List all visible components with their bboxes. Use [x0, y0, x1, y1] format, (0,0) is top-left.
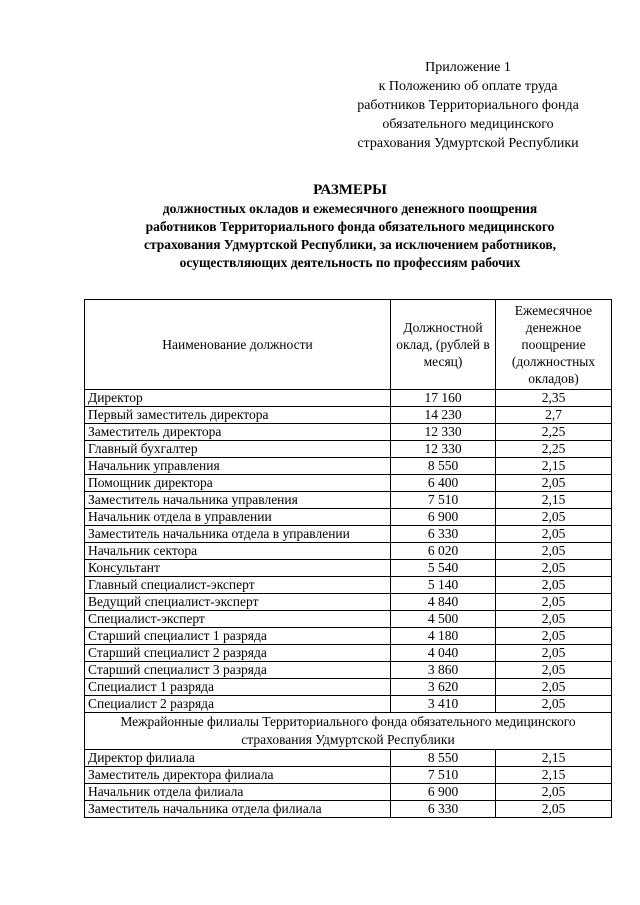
salary-cell: 5 540	[391, 560, 496, 577]
salary-cell: 6 900	[391, 784, 496, 801]
salary-cell: 6 330	[391, 526, 496, 543]
annex-line-3: работников Территориального фонда	[357, 98, 579, 113]
position-name-cell: Первый заместитель директора	[85, 407, 391, 424]
salary-cell: 6 900	[391, 509, 496, 526]
bonus-cell: 2,05	[496, 628, 612, 645]
position-name-cell: Начальник отдела в управлении	[85, 509, 391, 526]
table-row	[85, 543, 612, 560]
table-row	[85, 509, 612, 526]
salary-cell: 8 550	[391, 750, 496, 767]
table-row	[85, 801, 612, 818]
salary-cell: 12 330	[391, 424, 496, 441]
header-position-name: Наименование должности	[85, 300, 391, 390]
salary-cell: 14 230	[391, 407, 496, 424]
position-name-cell: Консультант	[85, 560, 391, 577]
salary-table	[84, 299, 612, 818]
title-line-3: страхования Удмуртской Республики, за исключением работников,	[143, 237, 557, 252]
title-line-4: осуществляющих деятельность по профессиям рабочих	[179, 255, 521, 270]
table-row	[85, 441, 612, 458]
salary-cell: 7 510	[391, 492, 496, 509]
table-row	[85, 662, 612, 679]
salary-cell: 3 860	[391, 662, 496, 679]
bonus-cell: 2,05	[496, 509, 612, 526]
table-row	[85, 526, 612, 543]
position-name-cell: Главный бухгалтер	[85, 441, 391, 458]
bonus-cell: 2,05	[496, 662, 612, 679]
table-row	[85, 458, 612, 475]
position-name-cell: Заместитель начальника отдела в управлении	[85, 526, 391, 543]
position-name-cell: Заместитель директора	[85, 424, 391, 441]
table-row	[85, 628, 612, 645]
position-name-cell: Директор	[85, 390, 391, 407]
salary-cell: 4 040	[391, 645, 496, 662]
salary-cell: 6 020	[391, 543, 496, 560]
salary-cell: 4 180	[391, 628, 496, 645]
table-row	[85, 594, 612, 611]
bonus-cell: 2,35	[496, 390, 612, 407]
position-name-cell: Начальник управления	[85, 458, 391, 475]
position-name-cell: Старший специалист 3 разряда	[85, 662, 391, 679]
table-row	[85, 679, 612, 696]
table-row	[85, 767, 612, 784]
bonus-cell: 2,05	[496, 475, 612, 492]
bonus-cell: 2,15	[496, 767, 612, 784]
annex-line-2: к Положению об оплате труда	[378, 79, 558, 94]
table-row	[85, 750, 612, 767]
bonus-cell: 2,05	[496, 560, 612, 577]
title-line-1: должностных окладов и ежемесячного денежного поощрения	[162, 201, 538, 216]
salary-cell: 7 510	[391, 767, 496, 784]
bonus-cell: 2,25	[496, 441, 612, 458]
bonus-cell: 2,05	[496, 784, 612, 801]
title-line-2: работников Территориального фонда обязательного медицинского	[145, 219, 555, 234]
document-title	[60, 180, 640, 272]
bonus-cell: 2,15	[496, 458, 612, 475]
table-row	[85, 696, 612, 713]
position-name-cell: Специалист 1 разряда	[85, 679, 391, 696]
section-row	[85, 713, 612, 750]
bonus-cell: 2,05	[496, 526, 612, 543]
salary-cell: 5 140	[391, 577, 496, 594]
table-row	[85, 560, 612, 577]
position-name-cell: Заместитель начальника управления	[85, 492, 391, 509]
position-name-cell: Старший специалист 2 разряда	[85, 645, 391, 662]
section-heading: Межрайонные филиалы Территориального фонда обязательного медицинского страхования Удмуртской Республики	[85, 713, 612, 750]
annex-line-5: страхования Удмуртской Республики	[357, 136, 579, 151]
position-name-cell: Главный специалист-эксперт	[85, 577, 391, 594]
position-name-cell: Начальник отдела филиала	[85, 784, 391, 801]
table-header-row	[85, 300, 612, 390]
salary-cell: 4 840	[391, 594, 496, 611]
table-row	[85, 424, 612, 441]
position-name-cell: Специалист 2 разряда	[85, 696, 391, 713]
position-name-cell: Старший специалист 1 разряда	[85, 628, 391, 645]
salary-cell: 8 550	[391, 458, 496, 475]
position-name-cell: Заместитель директора филиала	[85, 767, 391, 784]
salary-cell: 3 620	[391, 679, 496, 696]
bonus-cell: 2,7	[496, 407, 612, 424]
position-name-cell: Специалист-эксперт	[85, 611, 391, 628]
annex-line-1: Приложение 1	[425, 60, 511, 75]
title-main: РАЗМЕРЫ	[313, 182, 387, 198]
bonus-cell: 2,15	[496, 750, 612, 767]
header-bonus: Ежемесячное денежное поощрение (должностных окладов)	[496, 300, 612, 390]
table-row	[85, 407, 612, 424]
table-row	[85, 390, 612, 407]
table-body	[85, 390, 612, 818]
position-name-cell: Директор филиала	[85, 750, 391, 767]
table-row	[85, 611, 612, 628]
table-row	[85, 784, 612, 801]
bonus-cell: 2,05	[496, 679, 612, 696]
table-row	[85, 492, 612, 509]
position-name-cell: Начальник сектора	[85, 543, 391, 560]
position-name-cell: Ведущий специалист-эксперт	[85, 594, 391, 611]
bonus-cell: 2,05	[496, 594, 612, 611]
position-name-cell: Заместитель начальника отдела филиала	[85, 801, 391, 818]
table-row	[85, 577, 612, 594]
salary-cell: 17 160	[391, 390, 496, 407]
bonus-cell: 2,05	[496, 611, 612, 628]
bonus-cell: 2,05	[496, 801, 612, 818]
header-salary: Должностной оклад, (рублей в месяц)	[391, 300, 496, 390]
table-row	[85, 645, 612, 662]
salary-cell: 4 500	[391, 611, 496, 628]
bonus-cell: 2,05	[496, 696, 612, 713]
position-name-cell: Помощник директора	[85, 475, 391, 492]
bonus-cell: 2,15	[496, 492, 612, 509]
salary-cell: 3 410	[391, 696, 496, 713]
table-row	[85, 475, 612, 492]
bonus-cell: 2,05	[496, 543, 612, 560]
salary-cell: 6 400	[391, 475, 496, 492]
annex-line-4: обязательного медицинского	[382, 117, 554, 132]
bonus-cell: 2,05	[496, 645, 612, 662]
bonus-cell: 2,05	[496, 577, 612, 594]
salary-cell: 12 330	[391, 441, 496, 458]
salary-cell: 6 330	[391, 801, 496, 818]
bonus-cell: 2,25	[496, 424, 612, 441]
annex-header	[338, 58, 598, 153]
